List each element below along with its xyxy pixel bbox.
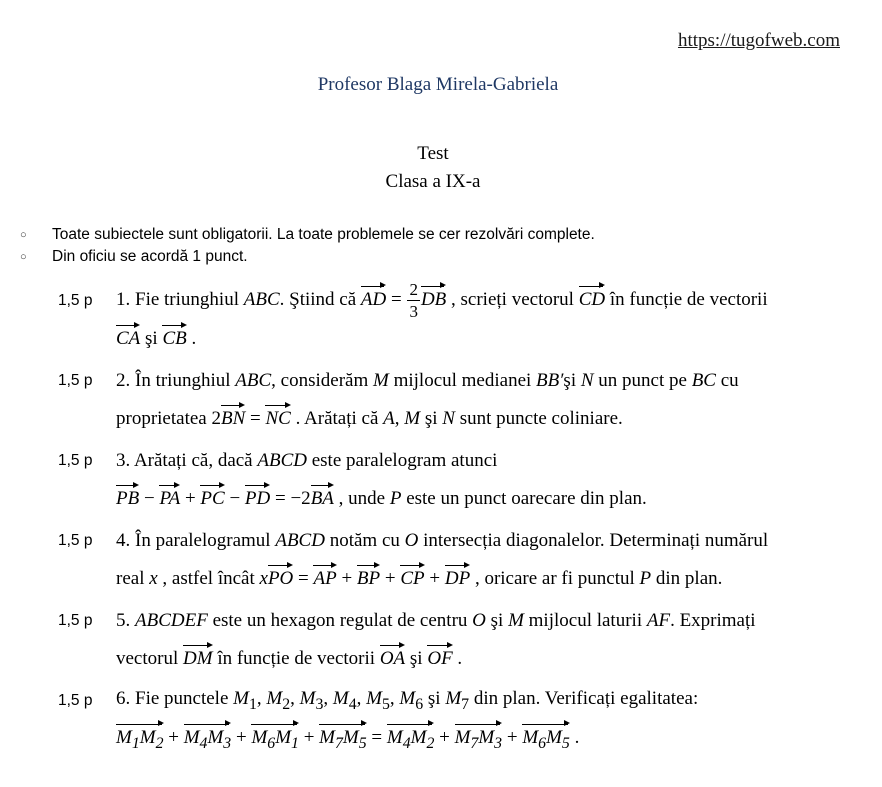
problem-1: [58, 282, 858, 356]
website-link[interactable]: https://tugofweb.com: [677, 30, 840, 51]
instruction-item: [20, 224, 595, 246]
problem-2: [58, 362, 858, 436]
problem-points: 1,5 p: [58, 291, 93, 309]
instruction-item: [20, 246, 595, 268]
problem-6: [58, 682, 858, 756]
problem-text: 5. ABCDEF este un hexagon regulat de centru O şi M mijlocul laturii AF. Exprimați: [116, 609, 756, 631]
problem-text-continued: $M_1M_2 + M_4M_3 + M_6M_1 + M_7M_5 = M_4M_2 + M_7M_3 + M_6M_5$ .: [116, 724, 858, 752]
instruction-text: Toate subiectele sunt obligatorii. La toate problemele se cer rezolvări complete.: [52, 226, 595, 243]
problems-list: [58, 282, 858, 762]
problem-text: 2. În triunghiul ABC, considerăm M mijlocul medianei BB′şi N un punct pe BC cu: [116, 369, 739, 391]
bullet-circle-icon: ○: [20, 229, 27, 241]
problem-points: 1,5 p: [58, 531, 93, 549]
problem-text-continued: PB − PA + PC − PD = −2BA , unde P este un punct oarecare din plan.: [116, 485, 858, 510]
problem-text: 6. Fie punctele $M_1$, $M_2$, $M_3$, $M_4$, $M_5$, $M_6$ şi $M_7$ din plan. Verificați egalitatea:: [116, 687, 699, 713]
problem-text: 1. Fie triunghiul ABC. Ştiind că AD = $\frac{2}{3}$ DB , scrieți vectorul CD în funcție de vectorii: [116, 280, 768, 321]
problem-text: 3. Arătați că, dacă ABCD este paralelogram atunci: [116, 449, 498, 471]
problem-points: 1,5 p: [58, 691, 93, 709]
problem-points: 1,5 p: [58, 611, 93, 629]
problem-4: [58, 522, 858, 596]
problem-3: [58, 442, 858, 516]
problem-text: 4. În paralelogramul ABCD notăm cu O intersecția diagonalelor. Determinați numărul: [116, 529, 769, 551]
problem-points: 1,5 p: [58, 451, 93, 469]
problem-5: [58, 602, 858, 676]
bullet-circle-icon: ○: [20, 251, 27, 263]
problem-text-continued: proprietatea 2BN = NC . Arătați că A, M şi N sunt puncte coliniare.: [116, 405, 858, 430]
problem-text-continued: vectorul DM în funcție de vectorii OA şi OF .: [116, 645, 858, 670]
problem-text-continued: real x , astfel încât xPO = AP + BP + CP + DP , oricare ar fi punctul P din plan.: [116, 565, 858, 590]
problem-points: 1,5 p: [58, 371, 93, 389]
instructions-list: [20, 224, 595, 268]
problem-text-continued: CA şi CB .: [116, 325, 858, 350]
class-subtitle: Clasa a IX-a: [385, 171, 481, 192]
author-name: Profesor Blaga Mirela-Gabriela: [317, 74, 559, 95]
instruction-text: Din oficiu se acordă 1 punct.: [52, 248, 248, 265]
test-title: Test: [417, 143, 449, 164]
